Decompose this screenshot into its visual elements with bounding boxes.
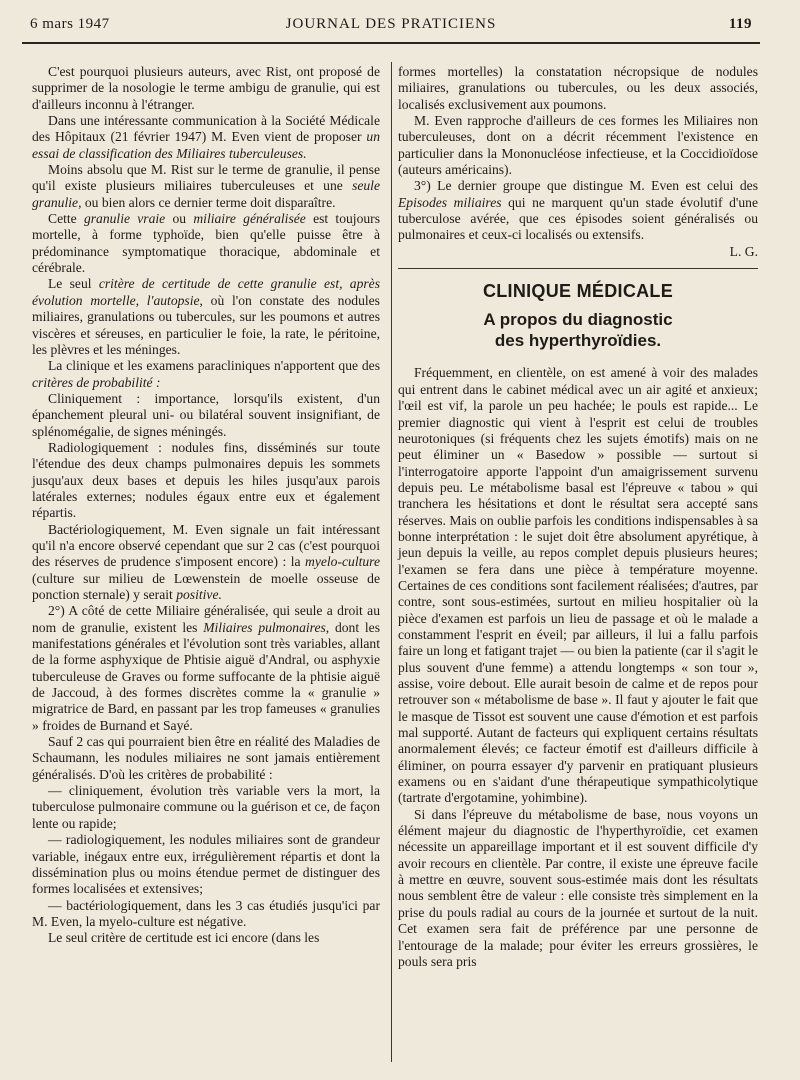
issue-date: 6 mars 1947 — [30, 16, 110, 32]
paragraph: 3°) Le dernier groupe que distingue M. Even est celui des Episodes miliaires qui ne marquent qu'un stade évolutif d'une tuberculose avérée, que ces épisodes soient généralisés ou pulmonaires et ceux-ci localisés ou extensifs. — [398, 178, 758, 243]
paragraph: Sauf 2 cas qui pourraient bien être en réalité des Maladies de Schaumann, les nodules miliaires ne sont jamais entièrement généralisés. D'où les critères de probabilité : — [32, 734, 380, 782]
header-rule — [22, 42, 760, 44]
page-header — [30, 16, 752, 38]
paragraph: M. Even rapproche d'ailleurs de ces formes les Miliaires non tuberculeuses, dont on a décrit récemment l'existence en particulier dans la Mononucléose infectieuse, et la Coccidioïdose (auteurs américains). — [398, 113, 758, 178]
signature-line — [398, 244, 758, 260]
left-column — [32, 64, 380, 947]
paragraph: La clinique et les examens paracliniques n'apportent que des critères de probabilité : — [32, 358, 380, 390]
paragraph: formes mortelles) la constatation nécropsique de nodules miliaires, granulations ou tubercules, ou les deux associés, localisés exclusivement aux poumons. — [398, 64, 758, 112]
paragraph: Fréquemment, en clientèle, on est amené à voir des malades qui entrent dans le cabinet médical avec un air agité et anxieux; l'œil est vif, la parole un peu hachée; le pouls est rapide... Le premier diagnostic qui vient à l'esprit est celui de troubles neurotoniques (si fréquents chez les sujets émotifs) mais on ne peut éliminer un « Basedow » possible — surtout si l'interrogatoire apporte l'appoint d'un amaigrissement survenu depuis peu. Le métabolisme basal est l'épreuve « tabou » qui tranchera les hésitations et dont le résultat sera accepté sans réserves. Mais on oublie parfois les conditions indispensables à sa bonne interprétation : le sujet doit être absolument apyrétique, à jeun depuis la veille, au repos complet depuis plusieurs heures; l'examen se fera dans une pièce à température moyenne. Certaines de ces conditions sont facilement réalisées; d'autres, par contre, sont sous-estimées, surtout en milieu hospitalier où la pièce d'examen est parfois un lieu de passage et où le malade a constamment l'esprit en éveil; par ailleurs, il lui a fallu parfois faire un long et fatigant trajet — ou bien la patiente (car il s'agit le plus souvent d'une femme) a attendu longtemps « son tour », assise, voire debout. Elle aurait besoin de calme et de repos pour retrouver son « métabolisme de base ». Il faut y ajouter le fait que le masque de Tissot est souvent une cause d'émotion et est parfois mal supporté. Autant de facteurs qui expliquent certains résultats anormalement élevés; ce facteur émotif est d'ailleurs difficile à éliminer, on pourra essayer d'y parvenir en pratiquant plusieurs examens ou en s'aidant d'une thérapeutique sympathicolytique (tartrate d'ergotamine, yohimbine). — [398, 365, 758, 806]
paragraph: C'est pourquoi plusieurs auteurs, avec Rist, ont proposé de supprimer de la nosologie le terme ambigu de granulie, qui est d'ailleurs inconnu à l'étranger. — [32, 64, 380, 112]
section-divider — [398, 268, 758, 269]
paragraph: — radiologiquement, les nodules miliaires sont de grandeur variable, inégaux entre eux, irrégulièrement répartis et dont la dissémination plus ou moins étendue permet de distinguer des formes localisées et extensives; — [32, 832, 380, 897]
paragraph: Le seul critère de certitude de cette granulie est, après évolution mortelle, l'autopsie, où l'on constate des nodules miliaires, granulations ou tubercules, sur les poumons et autres viscères et séreuses, en particulier le foie, la rate, le péritoine, les plèvres et les méninges. — [32, 276, 380, 357]
paragraph: — cliniquement, évolution très variable vers la mort, la tuberculose pulmonaire commune ou la guérison et ce, de façon lente ou rapide; — [32, 783, 380, 831]
paragraph: Radiologiquement : nodules fins, disséminés sur toute l'étendue des deux champs pulmonaires depuis les sommets jusqu'aux deux bases et depuis les hiles jusqu'aux parois latérales externes; nodules égaux entre eux et également répartis. — [32, 439, 380, 521]
right-column — [398, 64, 758, 970]
article-title: A propos du diagnostic des hyperthyroïdies. — [483, 310, 673, 351]
paragraph: Cette granulie vraie ou miliaire généralisée est toujours mortelle, à forme typhoïde, bien qu'elle puisse être à prédominance symptomatique thoracique, abdominale et cérébrale. — [32, 211, 380, 276]
paragraph: Cliniquement : importance, lorsqu'ils existent, d'un épanchement pleural uni- ou bilatéral souvent insignifiant, de splénomégalie, de signes méningés. — [32, 390, 380, 439]
journal-title: JOURNAL DES PRATICIENS — [285, 16, 497, 32]
paragraph: — bactériologiquement, dans les 3 cas étudiés jusqu'ici par M. Even, la myelo-culture est négative. — [32, 897, 380, 929]
page-number: 119 — [728, 16, 752, 32]
paragraph: Bactériologiquement, M. Even signale un fait intéressant qu'il n'a encore observé cependant que sur 2 cas (c'est pourquoi des réserves de prudence s'imposent encore) : la myelo-culture (culture sur milieu de Lœwenstein de moelle osseuse de ponction sternale) y serait positive. — [32, 521, 380, 602]
paragraph: Le seul critère de certitude est ici encore (dans les — [48, 930, 320, 946]
paragraph: 2°) A côté de cette Miliaire généralisée, qui seule a droit au nom de granulie, existent les Miliaires pulmonaires, dont les manifestations générales et l'évolution sont très variables, allant de la forme asphyxique de Phtisie aiguë d'Andral, ou asphyxie tuberculeuse de Graves ou forme suffocante de la phtisie aiguë de Jaccoud, à des formes discrètes comme la « granulie » migratrice de Bard, en passant par les trop fameuses « granulies » froides de Burnand et Sayé. — [32, 603, 380, 733]
paragraph: Moins absolu que M. Rist sur le terme de granulie, il pense qu'il existe plusieurs miliaires tuberculeuses et une seule granulie, ou bien alors ce dernier terme doit disparaître. — [32, 162, 380, 210]
paragraph: Si dans l'épreuve du métabolisme de base, nous voyons un élément majeur du diagnostic de l'hyperthyroïdie, cet examen nécessite un appareillage important et il est souvent difficile d'y avoir recours en clientèle. Par contre, il existe une épreuve facile à mettre en œuvre, souvent sous-estimée mais dont les résultats nous semblent être de valeur : elle consiste très simplement en la prise du pouls radial au cours de la journée et surtout de la nuit. Cet examen sera fait de préférence par une personne de l'entourage de la malade; pour éviter les erreurs grossières, le pouls sera pris — [398, 806, 758, 969]
signature: L. G. — [729, 243, 758, 259]
section-title: CLINIQUE MÉDICALE — [482, 281, 674, 302]
paragraph: Dans une intéressante communication à la Société Médicale des Hôpitaux (21 février 1947) M. Even vient de proposer un essai de classification des Miliaires tuberculeuses. — [32, 113, 380, 161]
column-rule — [391, 62, 392, 1062]
